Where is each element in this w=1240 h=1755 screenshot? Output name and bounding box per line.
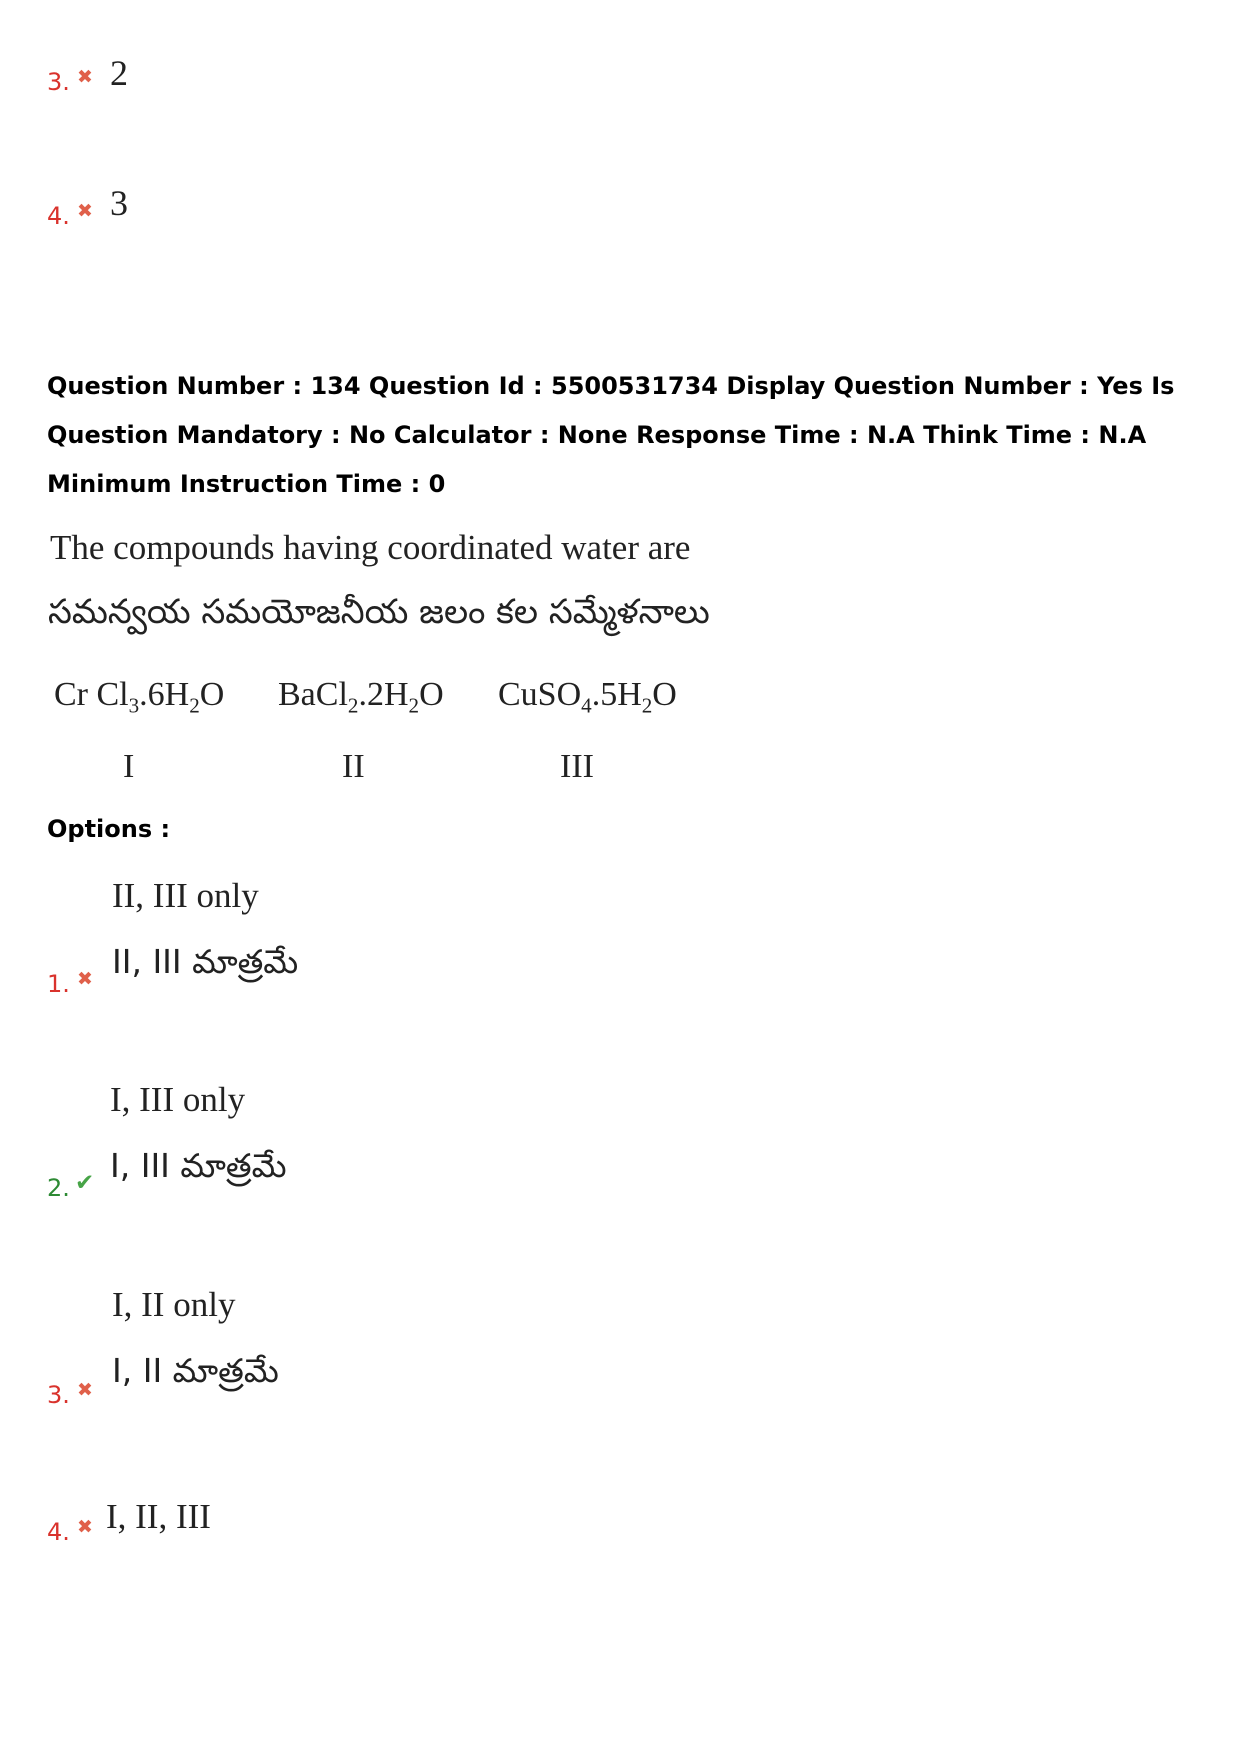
- question-text-telugu: సమన్వయ సమయోజనీయ జలం కల సమ్మేళనాలు: [48, 592, 710, 632]
- cross-icon: ✖: [77, 968, 93, 990]
- option-number: 3.: [47, 1381, 70, 1409]
- option-text-english: I, III only: [110, 1080, 246, 1119]
- option-number: 4.: [47, 1518, 70, 1546]
- option-text-telugu: II, III మాత్రమే: [112, 942, 299, 981]
- cross-icon: ✖: [77, 1379, 93, 1401]
- cross-icon: ✖: [77, 1516, 93, 1538]
- compound-formula: $CuSO_4.5H_2O$: [498, 676, 677, 718]
- prev-option-text: 3: [110, 183, 128, 223]
- prev-option-text: 2: [110, 53, 128, 93]
- compound-formula: $BaCl_2.2H_2O$: [278, 676, 444, 718]
- cross-icon: ✖: [77, 66, 93, 88]
- option-text-english: I, II only: [112, 1285, 236, 1324]
- option-text-telugu: I, II మాత్రమే: [112, 1351, 279, 1390]
- question-text-english: The compounds having coordinated water are: [50, 528, 691, 567]
- compound-roman-label: I: [123, 748, 135, 785]
- option-number: 2.: [47, 1174, 70, 1202]
- checkmark-icon: ✔: [75, 1170, 95, 1196]
- compound-roman-label: II: [342, 748, 365, 785]
- options-label: Options :: [47, 815, 171, 843]
- option-number: 1.: [47, 970, 70, 998]
- option-text-english: I, II, III: [106, 1497, 211, 1536]
- option-text-english: II, III only: [112, 876, 259, 915]
- option-text-telugu: I, III మాత్రమే: [110, 1146, 287, 1185]
- prev-option-number: 3.: [47, 68, 70, 96]
- compound-formula: Cr $Cl_3.6H_2O$: [54, 676, 225, 718]
- prev-option-number: 4.: [47, 202, 70, 230]
- cross-icon: ✖: [77, 200, 93, 222]
- question-metadata: Question Number : 134 Question Id : 5500531734 Display Question Number : Yes Is Question Mandatory : No Calculator : None Response Time : N.A Think Time : N.A Minimum Instruction Time : 0: [47, 372, 1175, 498]
- compound-roman-label: III: [560, 748, 594, 785]
